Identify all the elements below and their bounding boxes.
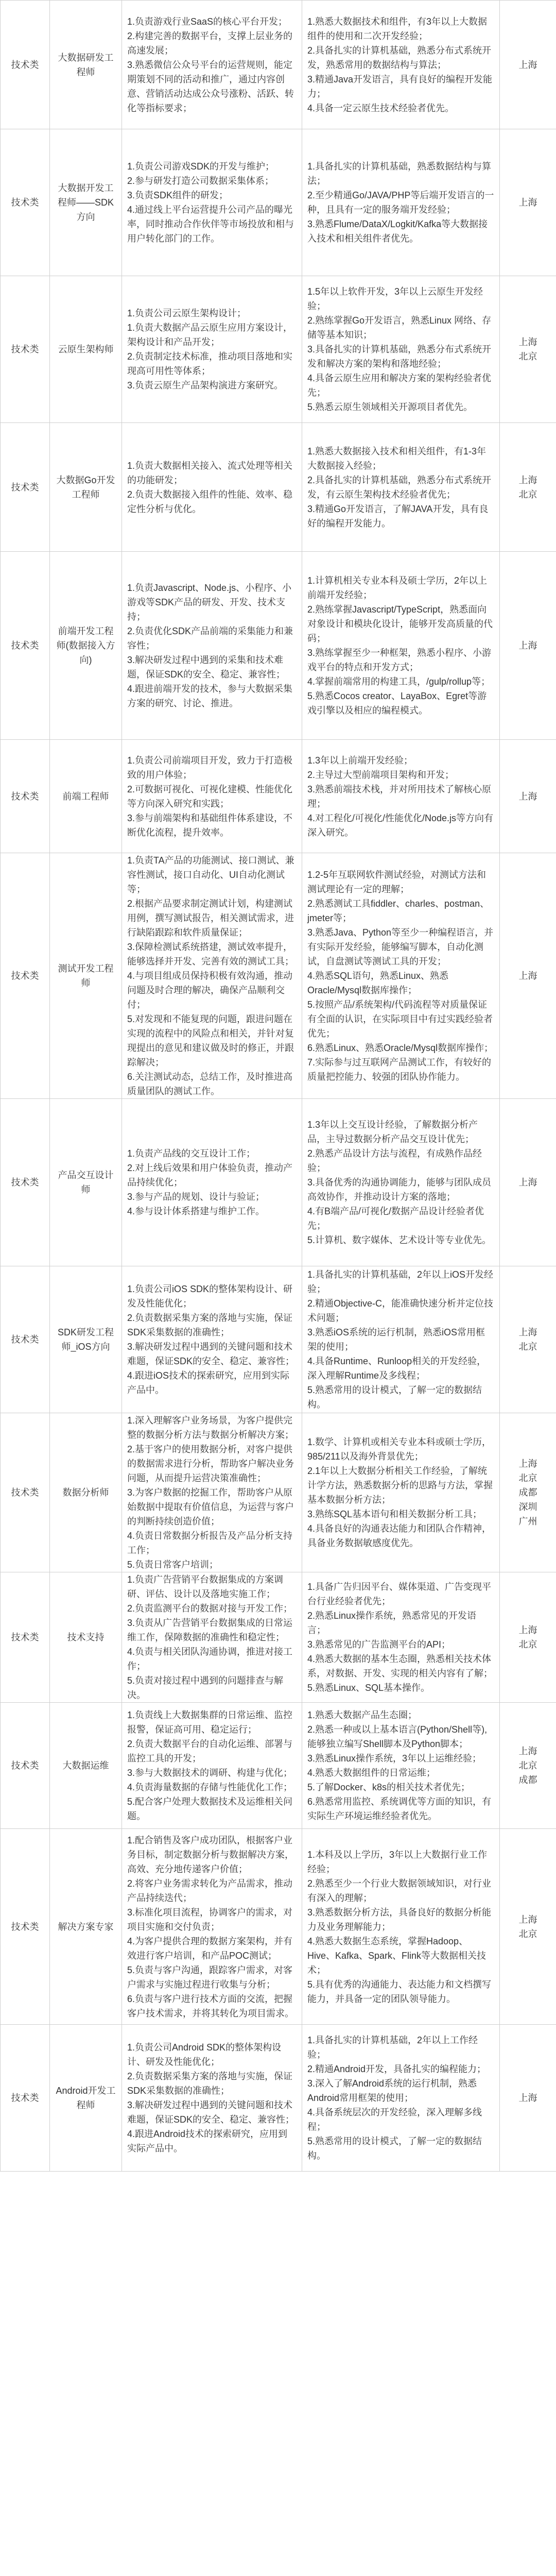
requirement-item: 3.熟悉常见的广告监测平台的API； [307,1639,451,1650]
duty-item: 4.跟进Android技术的探索研究，应用到实际产品中。 [127,2129,288,2154]
requirement-item: 1.熟悉大数据接入技术和相关组件，有1-3年大数据接入经验； [307,446,486,471]
requirement-item: 1.熟悉大数据产品生态圈； [307,1710,418,1720]
requirement-item: 2.熟悉测试工具fiddler、charles、postman、jmeter等； [307,899,490,923]
job-requirements [302,1829,500,2025]
duty-item: 6.负责与客户进行技术方面的交流，把握客户技术需求，并将其转化为项目需求。 [127,1993,294,2019]
duty-item: 2.将客户业务需求转化为产品需求，推动产品持续迭代； [127,1878,293,1903]
requirement-item: 3.精通Java开发语言，具有良好的编程开发能力； [307,74,493,99]
job-category: 技术类 [1,740,50,853]
duty-item: 1.负责Javascript、Node.js、小程序、小游戏等SDK产品的研发、开发、技术支持； [127,583,292,622]
duty-item: 4.负责与相关团队沟通协调，推进对接工作； [127,1647,293,1671]
job-location: 上海 北京 成都 深圳 广州 [500,1413,556,1572]
requirement-item: 4.有B端产品/可视化/数据产品设计经验者优先； [307,1206,484,1231]
requirement-item: 6.熟悉常用监控、系统调优等方面的知识，有实际生产环境运维经验者优先。 [307,1797,492,1821]
job-row [1,1,556,129]
duty-item: 2.负责监测平台的数据对接与开发工作； [127,1603,293,1614]
job-location: 上海 北京 [500,1572,556,1703]
duty-item: 1.负责公司游戏SDK的开发与维护； [127,161,275,172]
requirement-item: 4.熟悉SQL语句，熟悉Linux、熟悉Oracle/Mysql数据库操作； [307,971,449,995]
requirement-item: 2.精通Objective-C，能准确快速分析并定位技术问题； [307,1298,494,1323]
job-requirements [302,1413,500,1572]
requirement-item: 2.熟悉一种或以上基本语言(Python/Shell等),能够独立编写Shell脚本及Python脚本； [307,1724,488,1749]
requirement-item: 3.精通Go开发语言，了解JAVA开发，具有良好的编程开发能力。 [307,503,489,529]
duty-item: 1.负责广告营销平台数据集成的方案调研、评估、设计以及落地实施工作； [127,1574,284,1599]
job-requirements [302,552,500,740]
job-location: 上海 北京 [500,276,556,423]
duty-item: 2.负责制定技术标准，推动项目落地和实现高可用性等体系； [127,351,293,376]
job-category: 技术类 [1,1413,50,1572]
job-duties [122,276,302,423]
duty-item: 2.负责优化SDK产品前端的采集能力和兼容性； [127,626,293,651]
duty-item: 2.负责大数据平台的自动化运维、部署与监控工具的开发； [127,1739,293,1764]
job-duties [122,423,302,552]
duty-item: 2.负责数据采集方案的落地与实施，保证SDK采集数据的准确性； [127,2071,293,2096]
job-requirements [302,1572,500,1703]
requirement-item: 1.3年以上交互设计经验，了解数据分析产品，主导过数据分析产品交互设计优先； [307,1120,478,1144]
duty-item: 4.与项目组成员保持积极有效沟通，推动问题及时合理的解决，确保产品顺利交付； [127,971,293,1010]
job-row [1,552,556,740]
requirement-item: 4.具备Runtime、Runloop相关的开发经验，深入理解Runtime及多线程； [307,1356,486,1381]
duty-item: 5.负责日常客户培训； [127,1560,219,1570]
job-location: 上海 [500,1099,556,1266]
job-category: 技术类 [1,1703,50,1829]
requirement-item: 2.熟悉至少一个行业大数据领域知识，对行业有深入的理解； [307,1878,492,1903]
duty-item: 3.参与前端架构和基础组件体系建设，不断优化流程，提升效率。 [127,812,293,838]
job-category: 技术类 [1,1572,50,1703]
requirement-item: 7.实际参与过互联网产品测试工作，有较好的质量把控能力、较强的团队协作能力。 [307,1057,492,1082]
job-duties [122,1703,302,1829]
duty-item: 2.负责数据采集方案的落地与实施，保证SDK采集数据的准确性； [127,1313,293,1337]
job-title: 产品交互设计师 [50,1099,122,1266]
requirement-item: 4.具备云原生应用和解决方案的架构经验者优先； [307,373,492,398]
duty-item: 1.负责大数据相关接入、流式处理等相关的功能研发； [127,460,293,485]
job-row [1,423,556,552]
job-category: 技术类 [1,1266,50,1413]
job-requirements [302,1,500,129]
requirement-item: 3.熟悉前端技术栈，并对所用技术了解核心原理； [307,784,492,809]
job-requirements [302,853,500,1099]
job-duties [122,1572,302,1703]
duty-item: 2.对上线后效果和用户体验负责，推动产品持续优化； [127,1163,293,1188]
requirement-item: 1.具备扎实的计算机基础，熟悉数据结构与算法； [307,161,492,186]
requirement-item: 2.精通Android开发，具备扎实的编程能力； [307,2064,486,2074]
requirement-item: 2.具备扎实的计算机基础，熟悉分布式系统开发，有云原生架构技术经验者优先； [307,474,492,500]
job-location: 上海 [500,552,556,740]
duty-item: 2.根据产品要求制定测试计划，构建测试用例，撰写测试报告，相关测试需求，进行缺陷跟踪和软件质量保证； [127,899,294,938]
job-duties [122,1099,302,1266]
duty-item: 1.负责公司iOS SDK的整体架构设计、研发及性能优化； [127,1284,293,1309]
job-title: 云原生架构师 [50,276,122,423]
job-row [1,1099,556,1266]
job-location: 上海 北京 [500,1829,556,2025]
job-title: 大数据研发工程师 [50,1,122,129]
job-location: 上海 [500,853,556,1099]
job-location: 上海 [500,2025,556,2172]
job-location: 上海 [500,740,556,853]
requirement-item: 1.2-5年互联网软件测试经验，对测试方法和测试理论有一定的理解； [307,870,486,894]
job-row [1,1266,556,1413]
job-title: 测试开发工程师 [50,853,122,1099]
duty-item: 3.解决研发过程中遇到的关键问题和技术难题，保证SDK的安全、稳定、兼容性； [127,1342,295,1366]
requirement-item: 5.熟悉Cocos creator、LayaBox、Egret等游戏引擎以及相应的编程模式。 [307,691,487,716]
requirement-item: 6.熟悉Linux、熟悉Oracle/Mysql数据库操作； [307,1043,494,1053]
requirement-item: 3.熟悉Java、Python等至少一种编程语言，并有实际开发经验，能够编写脚本，自动化测试，自盘测试等测试工具的开发； [307,927,494,967]
job-title: 大数据开发工程师——SDK方向 [50,129,122,276]
job-category: 技术类 [1,853,50,1099]
job-title: 数据分析师 [50,1413,122,1572]
job-row [1,1703,556,1829]
job-title: 大数据Go开发工程师 [50,423,122,552]
duty-item: 1.深入理解客户业务场景，为客户提供完整的数据分析方法与数据分析解决方案； [127,1415,294,1440]
job-category: 技术类 [1,1099,50,1266]
requirement-item: 4.熟悉大数据生态系统，掌握Hadoop、Hive、Kafka、Spark、Flink等大数据相关技术； [307,1936,486,1975]
duty-item: 2.可数据可视化、可视化建模、性能优化等方向深入研究和实践； [127,784,293,809]
requirement-item: 4.具备一定云原生技术经验者优先。 [307,103,455,113]
duty-item: 1.配合销售及客户成功团队，根据客户业务目标，制定数据分析与数据解决方案，高效、充分地传递客户价值； [127,1835,294,1874]
job-location: 上海 [500,129,556,276]
requirement-item: 5.熟悉Linux、SQL基本操作。 [307,1683,430,1693]
duty-item: 1.负责产品线的交互设计工作； [127,1148,256,1159]
requirement-item: 1.计算机相关专业本科及硕士学历，2年以上前端开发经验； [307,575,488,600]
job-title: 前端工程师 [50,740,122,853]
requirement-item: 5.按照产品/系统架构/代码流程等对质量保证有全面的认识，在实际项目中有过实践经验者优先； [307,999,493,1039]
job-category: 技术类 [1,423,50,552]
duty-item: 3.熟悉微信公众号平台的运营规则，能定期策划不同的活动和推广，通过内容创意、营销活动达成公众号涨粉、活跃、转化等指标要求； [127,59,294,113]
requirement-item: 5.熟悉常用的设计模式，了解一定的数据结构。 [307,1385,482,1410]
job-duties [122,129,302,276]
duty-item: 2.参与研发打造公司数据采集体系； [127,176,274,186]
requirement-item: 3.熟悉数据分析方法，具备良好的数据分析能力及业务理解能力； [307,1907,492,1932]
duty-item: 1.负责公司云原生架构设计； [127,308,247,318]
duty-item: 1.负责游戏行业SaaS的核心平台开发； [127,16,288,27]
job-requirements [302,423,500,552]
job-row [1,1413,556,1572]
duty-item: 5.配合客户处理大数据技术及运维相关问题。 [127,1797,293,1821]
requirement-item: 2.主导过大型前端项目架构和开发； [307,769,455,780]
job-title: SDK研发工程师_iOS方向 [50,1266,122,1413]
job-duties [122,1266,302,1413]
requirement-item: 1.熟悉大数据技术和组件，有3年以上大数据组件的使用和二次开发经验； [307,16,488,41]
job-requirements [302,1099,500,1266]
job-requirements [302,1703,500,1829]
requirement-item: 2.至少精通Go/JAVA/PHP等后端开发语言的一种，且具有一定的服务端开发经验； [307,190,494,215]
job-duties [122,740,302,853]
job-row [1,129,556,276]
requirement-item: 2.熟练掌握Javascript/TypeScript，熟悉面向对象设计和模块化设计，能够开发高质量的代码； [307,604,493,643]
job-row [1,853,556,1099]
requirement-item: 3.具备优秀的沟通协调能力，能够与团队成员高效协作，并推动设计方案的落地； [307,1177,492,1202]
duty-item: 5.对发现和不能复现的问题，跟进问题在实现的流程中的风险点和相关，并针对复现提出的意见和建议做及时的修正，并跟踪解决； [127,1014,294,1067]
job-row [1,276,556,423]
job-duties [122,1413,302,1572]
requirement-item: 3.熟悉iOS系统的运行机制，熟悉iOS常用框架的使用； [307,1327,485,1352]
requirement-item: 1.数学、计算机或相关专业本科或硕士学历，985/211以及海外背景优先； [307,1437,492,1462]
duty-item: 6.关注测试动态，总结工作，及时推进高质量团队的测试工作。 [127,1072,293,1096]
job-title: 大数据运维 [50,1703,122,1829]
job-category: 技术类 [1,2025,50,2172]
requirement-item: 5.了解Docker、k8s的相关技术者优先； [307,1782,471,1792]
duty-item: 3.负责云原生产品架构演进方案研究。 [127,380,284,391]
requirement-item: 4.对工程化/可视化/性能优化/Node.js等方向有深入研究。 [307,812,494,838]
job-requirements [302,740,500,853]
requirement-item: 1.5年以上软件开发，3年以上云原生开发经验； [307,286,483,311]
duty-item: 3.解决研发过程中遇到的采集和技术难题，保证SDK的安全、稳定、兼容性； [127,655,286,680]
requirement-item: 5.计算机、数字媒体、艺术设计等专业优先。 [307,1235,492,1245]
requirement-item: 5.熟悉常用的设计模式，了解一定的数据结构。 [307,2136,482,2161]
duty-item: 3.参与产品的规划、设计与验证； [127,1192,265,1202]
job-category: 技术类 [1,1829,50,2025]
job-duties [122,1,302,129]
requirement-item: 5.具有优秀的沟通能力、表达能力和文档撰写能力，并具备一定的团队领导能力。 [307,1979,492,2004]
job-title: 技术支持 [50,1572,122,1703]
job-duties [122,853,302,1099]
duty-item: 3.解决研发过程中遇到的关键问题和技术难题，保证SDK的安全、稳定、兼容性； [127,2100,295,2125]
requirement-item: 2.熟悉产品设计方法与流程，有成熟作品经验； [307,1148,482,1173]
job-row [1,740,556,853]
duty-item: 1.负责公司Android SDK的整体架构设计、研发及性能优化； [127,2042,282,2067]
job-duties [122,1829,302,2025]
job-title: 前端开发工程师(数据接入方向) [50,552,122,740]
job-row [1,2025,556,2172]
duty-item: 1.负责大数据产品云原生应用方案设计，架构设计和产品开发； [127,323,293,347]
job-requirements [302,1266,500,1413]
requirement-item: 3.熟练SQL基本语句和相关数据分析工具； [307,1509,482,1519]
duty-item: 4.负责海量数据的存储与性能优化工作； [127,1782,293,1792]
requirement-item: 1.3年以上前端开发经验； [307,755,413,766]
duty-item: 4.负责日常数据分析报告及产品分析支持工作； [127,1531,293,1555]
job-location: 上海 [500,1,556,129]
duty-item: 5.负责对接过程中遇到的问题排查与解决。 [127,1675,284,1700]
duty-item: 2.负责大数据接入组件的性能、效率、稳定性分析与优化。 [127,489,293,514]
duty-item: 3.保障检测试系统搭建，测试效率提升，能够选择并开发、完善有效的测试工具； [127,942,294,967]
job-title: 解决方案专家 [50,1829,122,2025]
duty-item: 3.为客户数据的挖掘工作，帮助客户从原始数据中提取有价值信息，为运营与客户的判断持续创造价值； [127,1487,294,1527]
job-requirements [302,276,500,423]
duty-item: 3.参与大数据技术的调研、构建与优化； [127,1768,293,1778]
requirement-item: 1.本科及以上学历，3年以上大数据行业工作经验； [307,1849,488,1874]
duty-item: 4.参与设计体系搭建与维护工作。 [127,1206,265,1216]
job-title: Android开发工程师 [50,2025,122,2172]
job-category: 技术类 [1,276,50,423]
job-duties [122,552,302,740]
job-row [1,1829,556,2025]
duty-item: 1.负责TA产品的功能测试、接口测试、兼容性测试，接口自动化、UI自动化测试等； [127,855,294,894]
requirement-item: 3.具备扎实的计算机基础，熟悉分布式系统开发和解决方案的架构和落地经验； [307,344,492,369]
requirement-item: 3.深入了解Android系统的运行机制，熟悉Android常用框架的使用； [307,2078,477,2103]
requirement-item: 4.熟悉大数据组件的日常运维； [307,1768,436,1778]
requirement-item: 2.熟悉Linux操作系统，熟悉常见的开发语言； [307,1611,477,1635]
duty-item: 2.基于客户的使用数据分析，对客户提供的数据需求进行分析，帮助客户解决业务问题，从而提升运营决策准确性； [127,1444,294,1483]
job-requirements [302,129,500,276]
duty-item: 1.负责线上大数据集群的日常运维、监控报警，保证高可用、稳定运行； [127,1710,293,1735]
job-category: 技术类 [1,552,50,740]
job-category: 技术类 [1,129,50,276]
requirement-item: 4.熟悉大数据的基本生态圈，熟悉相关技术体系，对数据、开发、实现的相关内容有了解； [307,1654,493,1679]
requirement-item: 1.具备扎实的计算机基础，2年以上工作经验； [307,2035,478,2060]
duty-item: 5.负责与客户沟通，跟踪客户需求，对客户需求与实施过程进行收集与分析； [127,1964,293,1990]
duty-item: 1.负责公司前端项目开发，致力于打造极致的用户体验； [127,755,293,780]
duty-item: 3.标准化项目流程，协调客户的需求，对项目实施和交付负责； [127,1907,293,1932]
requirement-item: 1.具备广告归因平台、媒体渠道、广告变现平台行业经验者优先； [307,1582,492,1606]
job-location: 上海 北京 [500,423,556,552]
requirement-item: 4.具备系统层次的开发经验，深入理解多线程； [307,2107,482,2132]
duty-item: 4.跟进前端开发的技术，参与大数据采集方案的研究、讨论、推进。 [127,684,293,708]
requirement-item: 3.熟练掌握至少一种框架，熟悉小程序、小游戏平台的特点和开发方式； [307,648,492,672]
job-category: 技术类 [1,1,50,129]
requirement-item: 4.掌握前端常用的构建工具，/gulp/rollup等； [307,676,491,687]
requirement-item: 3.熟悉Flume/DataX/Logkit/Kafka等大数据接入技术和相关组件者优先。 [307,219,488,244]
job-table-body [1,1,556,2172]
requirement-item: 1.具备扎实的计算机基础，2年以上iOS开发经验； [307,1269,494,1294]
duty-item: 3.负责从广告营销平台数据集成的日常运维工作，保障数据的准确性和稳定性； [127,1618,293,1642]
requirement-item: 5.熟悉云原生领域相关开源项目者优先。 [307,402,473,412]
duty-item: 2.构建完善的数据平台，支撑上层业务的高速发展； [127,30,293,56]
requirement-item: 4.具备良好的沟通表达能力和团队合作精神，具备业务数据敏感度优先。 [307,1523,492,1548]
duty-item: 4.通过线上平台运营提升公司产品的曝光率，同时推动合作伙伴等市场投放和相与用户转化部门的工作。 [127,205,294,244]
job-location: 上海 北京 成都 [500,1703,556,1829]
requirement-item: 2.1年以上大数据分析相关工作经验，了解统计学方法，熟悉数据分析的思路与方法，掌握基本数据分析方法； [307,1466,493,1505]
job-duties [122,2025,302,2172]
job-row [1,1572,556,1703]
requirement-item: 2.熟练掌握Go开发语言，熟悉Linux 网络、存储等基本知识； [307,315,492,340]
requirement-item: 2.具备扎实的计算机基础，熟悉分布式系统开发，熟悉常用的数据结构与算法； [307,45,492,70]
requirement-item: 3.熟悉Linux操作系统，3年以上运维经验； [307,1753,482,1764]
job-location: 上海 北京 [500,1266,556,1413]
duty-item: 4.为客户提供合理的数据方案架构，并有效进行客户培训，和产品POC测试； [127,1936,293,1961]
duty-item: 3.负责SDK组件的研发； [127,190,229,200]
duty-item: 4.跟进iOS技术的探索研究，应用到实际产品中。 [127,1370,290,1395]
job-requirements [302,2025,500,2172]
